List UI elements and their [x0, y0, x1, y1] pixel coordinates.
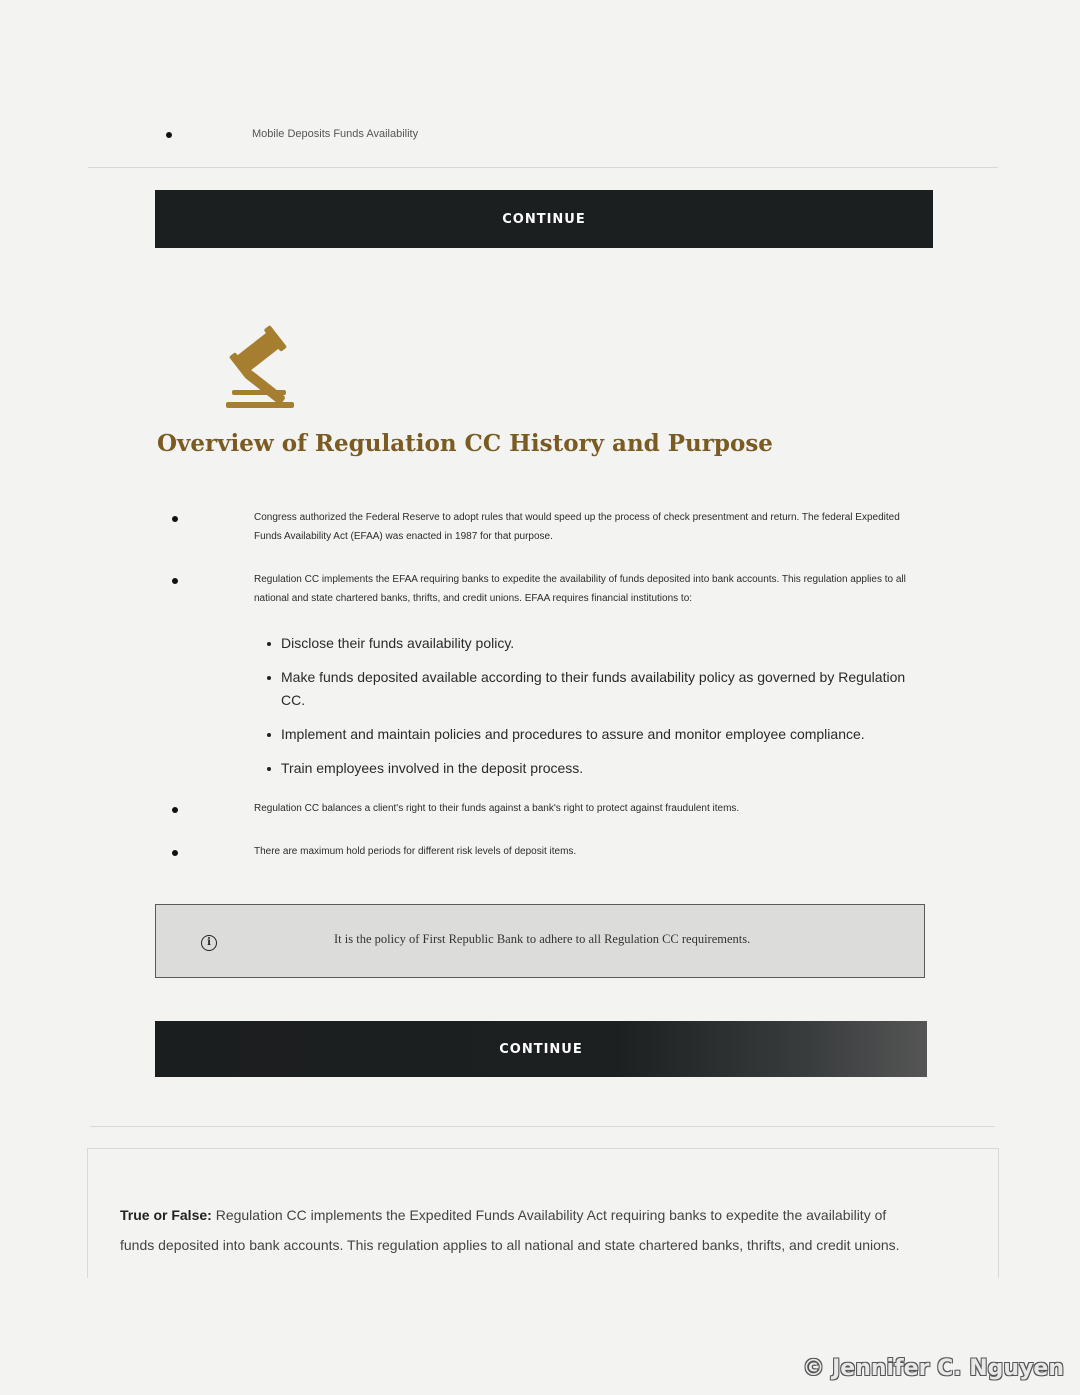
- gavel-icon: [222, 322, 318, 418]
- divider: [90, 1126, 995, 1127]
- section-title: Overview of Regulation CC History and Purpose: [157, 430, 773, 457]
- sub-list-item: Implement and maintain policies and procedures to assure and monitor employee compliance.: [266, 723, 926, 746]
- sub-list-item: Make funds deposited available according to their funds availability policy as governed by Regulation CC.: [266, 666, 926, 712]
- quiz-question-text: Regulation CC implements the Expedited Funds Availability Act requiring banks to expedite the availability of funds deposited into bank accounts. This regulation applies to all national and state chartered banks, thrifts, and credit unions.: [120, 1207, 900, 1253]
- divider: [88, 167, 998, 168]
- info-icon: i: [201, 935, 217, 951]
- nav-item-label: Mobile Deposits Funds Availability: [252, 128, 419, 140]
- bullet-text: Regulation CC implements the EFAA requiring banks to expedite the availability of funds deposited into bank accounts. This regulation applies to all national and state chartered banks, thrifts, and credit unions. EFAA requires financial institutions to:: [254, 574, 906, 604]
- bullet-icon: [172, 850, 178, 856]
- efaa-requirements-list: [266, 632, 926, 791]
- policy-callout: [155, 904, 925, 978]
- bullet-text: Regulation CC balances a client's right to their funds against a bank's right to protect against fraudulent items.: [254, 803, 740, 814]
- bullet-icon: [166, 132, 172, 138]
- callout-text: It is the policy of First Republic Bank to adhere to all Regulation CC requirements.: [334, 932, 751, 946]
- bullet-icon: [172, 578, 178, 584]
- bullet-text: Congress authorized the Federal Reserve to adopt rules that would speed up the process of check presentment and return. The federal Expedited Funds Availability Act (EFAA) was enacted in 1987 for that purpose.: [254, 512, 900, 542]
- continue-button-top[interactable]: CONTINUE: [155, 190, 933, 248]
- bullet-text: There are maximum hold periods for different risk levels of deposit items.: [254, 846, 577, 857]
- bullet-icon: [172, 516, 178, 522]
- bullet-icon: [172, 807, 178, 813]
- bullet-item: [170, 799, 930, 818]
- quiz-label: True or False:: [120, 1207, 212, 1223]
- sub-list-item: Train employees involved in the deposit process.: [266, 757, 926, 780]
- bullet-item: [170, 508, 930, 546]
- bullet-item: [170, 842, 930, 861]
- sub-list-item: Disclose their funds availability policy.: [266, 632, 926, 655]
- bullet-item: [170, 570, 930, 608]
- copyright-watermark: © Jennifer C. Nguyen: [802, 1356, 1064, 1381]
- nav-item-mobile-deposits[interactable]: [166, 128, 966, 148]
- quiz-question: [120, 1200, 920, 1260]
- continue-button-bottom[interactable]: CONTINUE: [155, 1021, 927, 1077]
